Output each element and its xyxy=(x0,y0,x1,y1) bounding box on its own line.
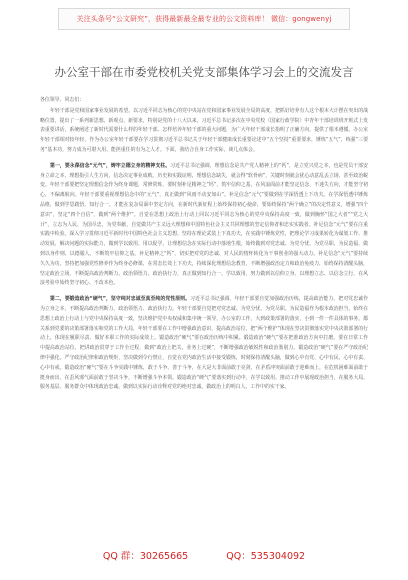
qq-group-number: QQ 群：30265665 xyxy=(102,551,189,562)
section-text-2: 习近平总书记强调，年轻干部要自觉加强政治历练，提高政治能力，把对党忠诚作为立身之本，不断提高政治判断力、政治领悟力、政治执行力。年轻干部要自觉把对党忠诚、为党分忧、为党尽职、为民造福作为根本政治担当，始终在思想上政治上行动上与党中央保持高度一致，坚决维护党中央权威和集中统一领导，办公室的工作，大到政策部署的落实，小到一件一件具体的事务，都关系到党委的决策部署落实和党的工作大局，年轻干部要在工作中增强政治意识，提高政治站位，把“两个维护”体现在坚决贯彻落实党中央决策部署的行动上，体现在履职尽责、做好本职工作的实际成效上。锻造政治“硬气”要在政治历练中积累。锻造政治“硬气”要在把准政治方向中打磨。要在日常工作中提高政治站位，把讲政治贯穿于工作全过程，做到“政治上把关、业务上过硬”，不断增强政治敏锐性和政治鉴别力。锻造政治“硬气”要在严守政治纪律中强化。严守政治纪律和政治规矩，坚决做到令行禁止，自觉在党内政治生活中接受锻炼，时刻保持清醒头脑，做到心中有党、心中有民、心中有责、心中有戒。锻造政治“硬气”要在斗争实践中锤炼，敢于斗争、善于斗争，在大是大非面前敢于亮剑，在矛盾冲突面前敢于迎难而上，在危机困难面前敢于挺身而出，在歪风邪气面前敢于坚决斗争，不断增强斗争本领。锻造政治“硬气”要落实到行动中，在学以致用、推动工作中展现政治担当，在服务大局、服务基层、服务群众中体现政治忠诚，做到以实际行动诠释对党的绝对忠诚，做政治上的明白人、工作中的实干家。 xyxy=(40,296,368,391)
section-heading-2: 第二，要锻造政治“硬气”，坚守纯对忠诚至真至纯的党性原则。 xyxy=(50,296,191,303)
document-title: 办公室干部在市委党校机关党支部集体学习会上的交流发言 xyxy=(54,65,354,79)
promo-banner xyxy=(58,8,350,30)
intro-paragraph xyxy=(40,107,368,156)
section-paragraph-1 xyxy=(40,162,368,289)
contact-footer xyxy=(0,548,408,562)
promo-banner-text: 关注头条号“公文研究”，获得最新最全最专业的公文资料库！ 微信：gongwenyj xyxy=(76,15,332,23)
salutation: 各位领导、同志们： xyxy=(40,97,85,103)
intro-paragraph-text: 年轻干部是党和国家事业发展的希望。以习近平同志为核心的党中央站在党和国家事业发展全局的高度，把抓好培养有人这个根本大计摆在突出的战略位置，提出了一系列新思想、新观点、新要求，特别是党的十八大以来，习近平总书记多次在中央党校（国家行政学院）中青年干部培训班开班式上发表重要讲话，系统阐述了新时代需要什么样的年轻干部、怎样培养年轻干部的重大问题，为广大年轻干部成长指明了正确方向，提供了根本遵循。办公室年轻干部相对较年轻，作为办公室年轻干部要在学习贯彻习近平总书记关于年轻干部健康成长重要论述中“五个坚持”重要要求，锤炼“五气”，练强“三要务”基本功，努力成为可堪大用、能担重任的有为之人才。下面，我结合自身工作实际，谈几点体会。 xyxy=(40,107,368,153)
section-paragraph-2 xyxy=(40,295,368,393)
section-text-1: 习近平总书记强调，理想信念是共产党人精神上的“钙”，是立党兴党之本，也是党员干部安身立命之本，理想指引人生方向，信念决定事业成败。历史和实践证明，理想信念缺失，就会得“软骨病”，关键时刻就会犹心动意乱丢立场，甚至政治蜕变。年轻干部要把坚定理想信念作为终身课题，常修常炼，要时刻补足精神之“钙”，筑牢信仰之基，在风浪面前才能坚定信念，不迷失方向，才能坚守初心，不偏离航向。年轻干部要重视理想信念中的“元气”，真正做到“风雨不动安如山”。补足信念“元气”要做到在学深悟透上下功夫。在学深悟透中锤炼品格，做到学思践悟、知行合一，才能在复杂局面中坚定方向，在新时代新征程上始终保持初心使命，要始终保持“两个确立”的决定性意义，增强“四个意识”，坚定“四个自信”，做到“两个维护”。自觉在思想上政治上行动上同以习近平同志为核心的党中央保持高度一致，做到胸怀“国之大者”“党之大计”。立志为人民，为国尽忠，为党奉献，自觉做共产主义远大理想和中国特色社会主义共同理想的坚定信仰者和忠实实践者。补足信念“元气”要在注重实践中检验。深入学习贯彻习近平新时代中国特色社会主义思想，坚持在理论武装上下真功夫，在实践中锤炼党性，把理论学习成果转化为谋划工作、推动发展、解决问题的实际能力，做到学以致用、用以促学，让理想信念在实际行动中落地生根，始终做到对党忠诚、为党分忧、为党尽职、为民造福，做到以身作则、以德服人，不断筑牢信仰之基。补足精神之“钙”，切实把对党的忠诚、对人民的情怀转化为干事创业的强大动力。补足信念“元气”要持续久久为功。坚持把加强党性修养作为终身必修课，在常态长效上下功夫，持续深化理想信念教育，不断增强政治定力和政治免疫力，始终保持清醒头脑，坚定政治立场，不断提高政治判断力、政治领悟力、政治执行力，真正做到知行合一、学以致用，努力做到以信仰立身、以理想立志、以信念立行，在风浪考验中始终坚守初心、不改本色。 xyxy=(40,162,368,287)
document-body xyxy=(40,96,368,393)
section-heading-1: 第一，要永葆信念“元气”，铸牢立德立身的精神支柱。 xyxy=(50,162,171,169)
qq-number: QQ：535304092 xyxy=(226,551,306,562)
